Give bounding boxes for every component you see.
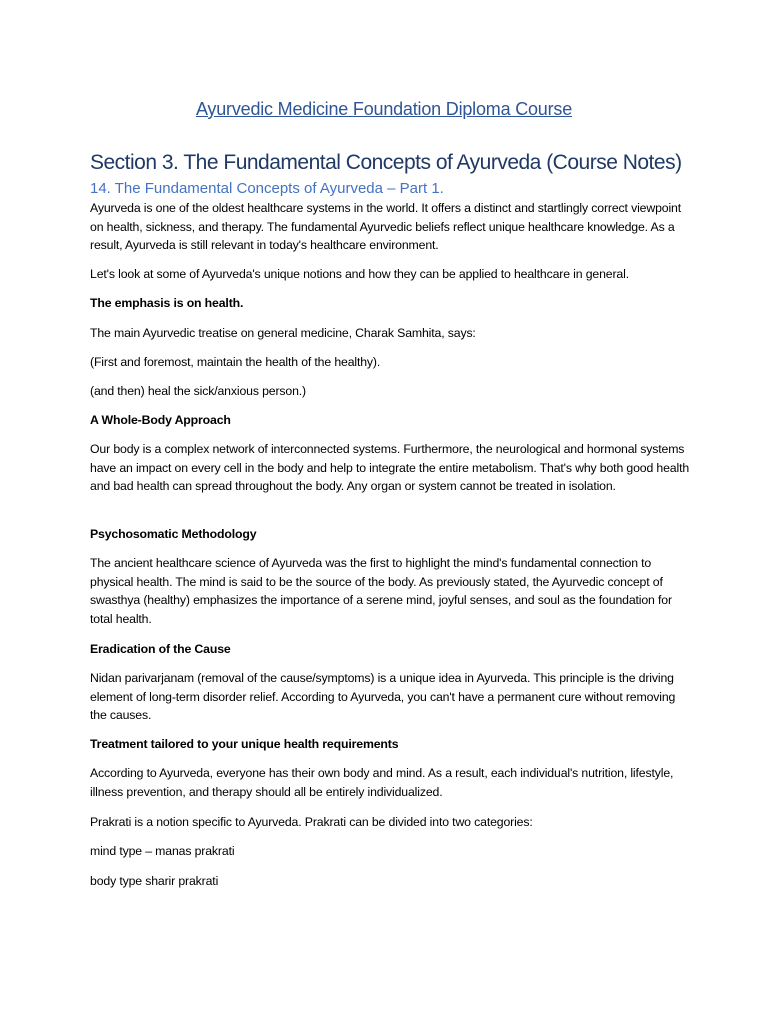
heading-psychosomatic: Psychosomatic Methodology <box>90 527 257 541</box>
list-item-body-type: body type sharir prakrati <box>90 874 219 888</box>
paragraph-first: (First and foremost, maintain the health of the healthy). <box>90 355 381 369</box>
paragraph-intro: Ayurveda is one of the oldest healthcare systems in the world. It offers a distinct and startlingly correct viewpoint on health, sickness, and therapy. The fundamental Ayurvedic beliefs reflect unique healthcare knowledge. As a result, Ayurveda is still relevant in today's healthcare environment. <box>90 201 681 252</box>
heading-whole-body: A Whole-Body Approach <box>90 413 231 427</box>
subsection-heading: 14. The Fundamental Concepts of Ayurveda – Part 1. <box>90 180 444 197</box>
paragraph-then: (and then) heal the sick/anxious person.) <box>90 384 307 398</box>
paragraph-charak: The main Ayurvedic treatise on general medicine, Charak Samhita, says: <box>90 326 476 340</box>
paragraph-eradication: Nidan parivarjanam (removal of the cause/symptoms) is a unique idea in Ayurveda. This principle is the driving element of long-term disorder relief. According to Ayurveda, you can't have a permanent cure without removing the causes. <box>90 671 676 722</box>
paragraph-treatment: According to Ayurveda, everyone has their own body and mind. As a result, each individual's nutrition, lifestyle, illness prevention, and therapy should all be entirely individualized. <box>90 766 674 799</box>
paragraph-notions: Let's look at some of Ayurveda's unique notions and how they can be applied to healthcare in general. <box>90 267 629 281</box>
paragraph-psychosomatic: The ancient healthcare science of Ayurveda was the first to highlight the mind's fundamental connection to physical health. The mind is said to be the source of the body. As previously stated, the Ayurvedic concept of swasthya (healthy) emphasizes the importance of a serene mind, joyful senses, and soul as the foundation for total health. <box>90 556 672 626</box>
document-title: Ayurvedic Medicine Foundation Diploma Course <box>195 99 573 119</box>
heading-eradication: Eradication of the Cause <box>90 642 231 656</box>
list-item-mind-type: mind type – manas prakrati <box>90 844 235 858</box>
section-heading: Section 3. The Fundamental Concepts of Ayurveda (Course Notes) <box>90 151 682 174</box>
paragraph-whole-body: Our body is a complex network of interconnected systems. Furthermore, the neurological and hormonal systems have an impact on every cell in the body and help to integrate the entire metabolism. That's why both good health and bad health can spread throughout the body. Any organ or system cannot be treated in isolation. <box>90 442 690 493</box>
heading-emphasis: The emphasis is on health. <box>90 296 244 310</box>
heading-treatment: Treatment tailored to your unique health requirements <box>90 737 399 751</box>
paragraph-prakrati: Prakrati is a notion specific to Ayurveda. Prakrati can be divided into two categories: <box>90 815 533 829</box>
